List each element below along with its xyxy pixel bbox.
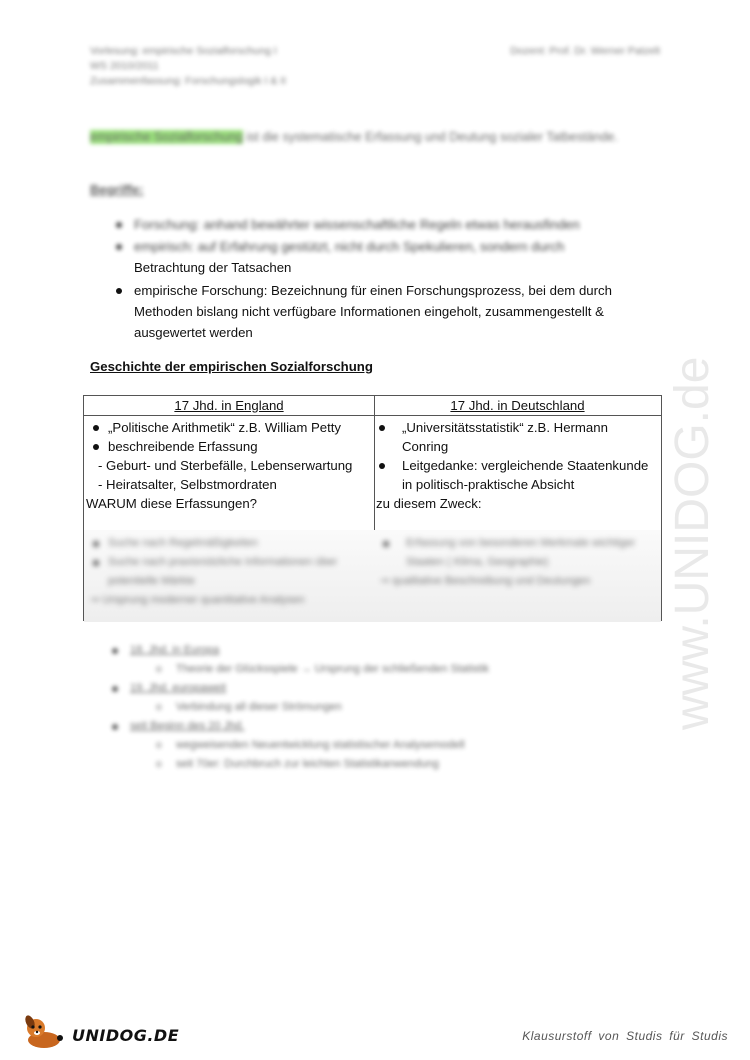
circle-bullet-icon: o bbox=[156, 664, 162, 675]
list-item-continuation: Betrachtung der Tatsachen bbox=[134, 260, 292, 275]
bullet-icon bbox=[116, 244, 122, 250]
purpose-text: zu diesem Zweck: bbox=[376, 496, 482, 511]
deutschland-column: 17 Jhd. in Deutschland „Universitätsstatistik“ z.B. Hermann Conring Leitgedanke: vergleichende Staatenkunde in politisch-praktische Absicht zu diesem Zweck: Erfassung von besonderen Merkmale wichtiger Staaten ( Klima, Geographie) ⇒ qualitative Beschreibung und Deutungen bbox=[374, 396, 661, 620]
svg-text:www.UNIDOG.de: www.UNIDOG.de bbox=[666, 356, 719, 730]
list-item: o Verbindung all dieser Strömungen bbox=[110, 698, 630, 717]
list-item: o Theorie der Glücksspiele → Ursprung der schließenden Statistik bbox=[110, 660, 630, 679]
england-header: 17 Jhd. in England bbox=[84, 396, 374, 416]
bullet-icon bbox=[116, 222, 122, 228]
timeline-list bbox=[110, 641, 630, 774]
begriffe-heading: Begriffe: bbox=[90, 182, 144, 197]
bullet-icon bbox=[112, 648, 118, 654]
bullet-icon bbox=[379, 425, 385, 431]
list-item: o wegweisenden Neuentwicklung statistischer Analysemodell bbox=[110, 736, 630, 755]
bullet-icon bbox=[112, 686, 118, 692]
highlighted-term: empirische Sozialforschung bbox=[90, 130, 243, 144]
intro-text: ist die systematische Erfassung und Deutung sozialer Tatbestände. bbox=[246, 130, 618, 144]
question-text: WARUM diese Erfassungen? bbox=[86, 496, 258, 511]
bullet-icon bbox=[93, 444, 99, 450]
deutschland-header: 17 Jhd. in Deutschland bbox=[374, 396, 661, 416]
semester: WS 2010/2011 bbox=[90, 60, 159, 72]
list-item: 19. Jhd. europaweit bbox=[110, 679, 630, 698]
watermark bbox=[660, 280, 730, 740]
list-item: empirisch: auf Erfahrung gestützt, nicht durch Spekulieren, sondern durch bbox=[90, 236, 650, 257]
history-table bbox=[83, 395, 662, 621]
unidog-logo[interactable] bbox=[20, 1014, 180, 1050]
list-item: Forschung: anhand bewährter wissenschaftliche Regeln etwas herausfinden bbox=[90, 214, 650, 235]
circle-bullet-icon: o bbox=[156, 740, 162, 751]
bullet-icon bbox=[93, 560, 99, 566]
begriffe-list bbox=[90, 214, 650, 344]
bullet-icon bbox=[93, 541, 99, 547]
list-item: 18. Jhd. in Europa bbox=[110, 641, 630, 660]
bullet-icon bbox=[116, 288, 122, 294]
history-heading: Geschichte der empirischen Sozialforschung bbox=[90, 359, 373, 374]
list-item: empirische Forschung: Bezeichnung für einen Forschungsprozess, bei dem durch Methoden bislang nicht verfügbare Informationen eingeholt, zusammengestellt & ausgewertet werden bbox=[90, 280, 650, 343]
list-item: o seit 70er: Durchbruch zur leichten Statistikanwendung bbox=[110, 755, 630, 774]
bullet-icon bbox=[379, 463, 385, 469]
bullet-icon bbox=[383, 541, 389, 547]
england-column: 17 Jhd. in England „Politische Arithmetik“ z.B. William Petty beschreibende Erfassung - Geburt- und Sterbefälle, Lebenserwartung - Heiratsalter, Selbstmordraten WARUM diese Erfassungen? Suche nach Regelmäßigkeiten Suche nach praxisnützliche Informationen über potentielle Märkte ⇒ Ursprung moderner quantitative Analysen bbox=[84, 396, 375, 620]
dog-mascot-icon bbox=[20, 1014, 70, 1050]
document-header bbox=[90, 44, 286, 89]
intro-definition bbox=[90, 126, 650, 148]
list-item: seit Beginn des 20 Jhd. bbox=[110, 717, 630, 736]
summary-title: Zusammenfassung: Forschungslogik I & II bbox=[90, 75, 287, 87]
footer-slogan: Klausurstoff von Studis für Studis bbox=[522, 1029, 728, 1043]
circle-bullet-icon: o bbox=[156, 759, 162, 770]
circle-bullet-icon: o bbox=[156, 702, 162, 713]
logo-text: UNIDOG.DE bbox=[72, 1026, 180, 1045]
bullet-icon bbox=[112, 724, 118, 730]
lecturer: Dozent: Prof. Dr. Werner Patzelt bbox=[510, 45, 660, 57]
lecture-title: Vorlesung: empirische Sozialforschung I bbox=[90, 45, 277, 57]
bullet-icon bbox=[93, 425, 99, 431]
